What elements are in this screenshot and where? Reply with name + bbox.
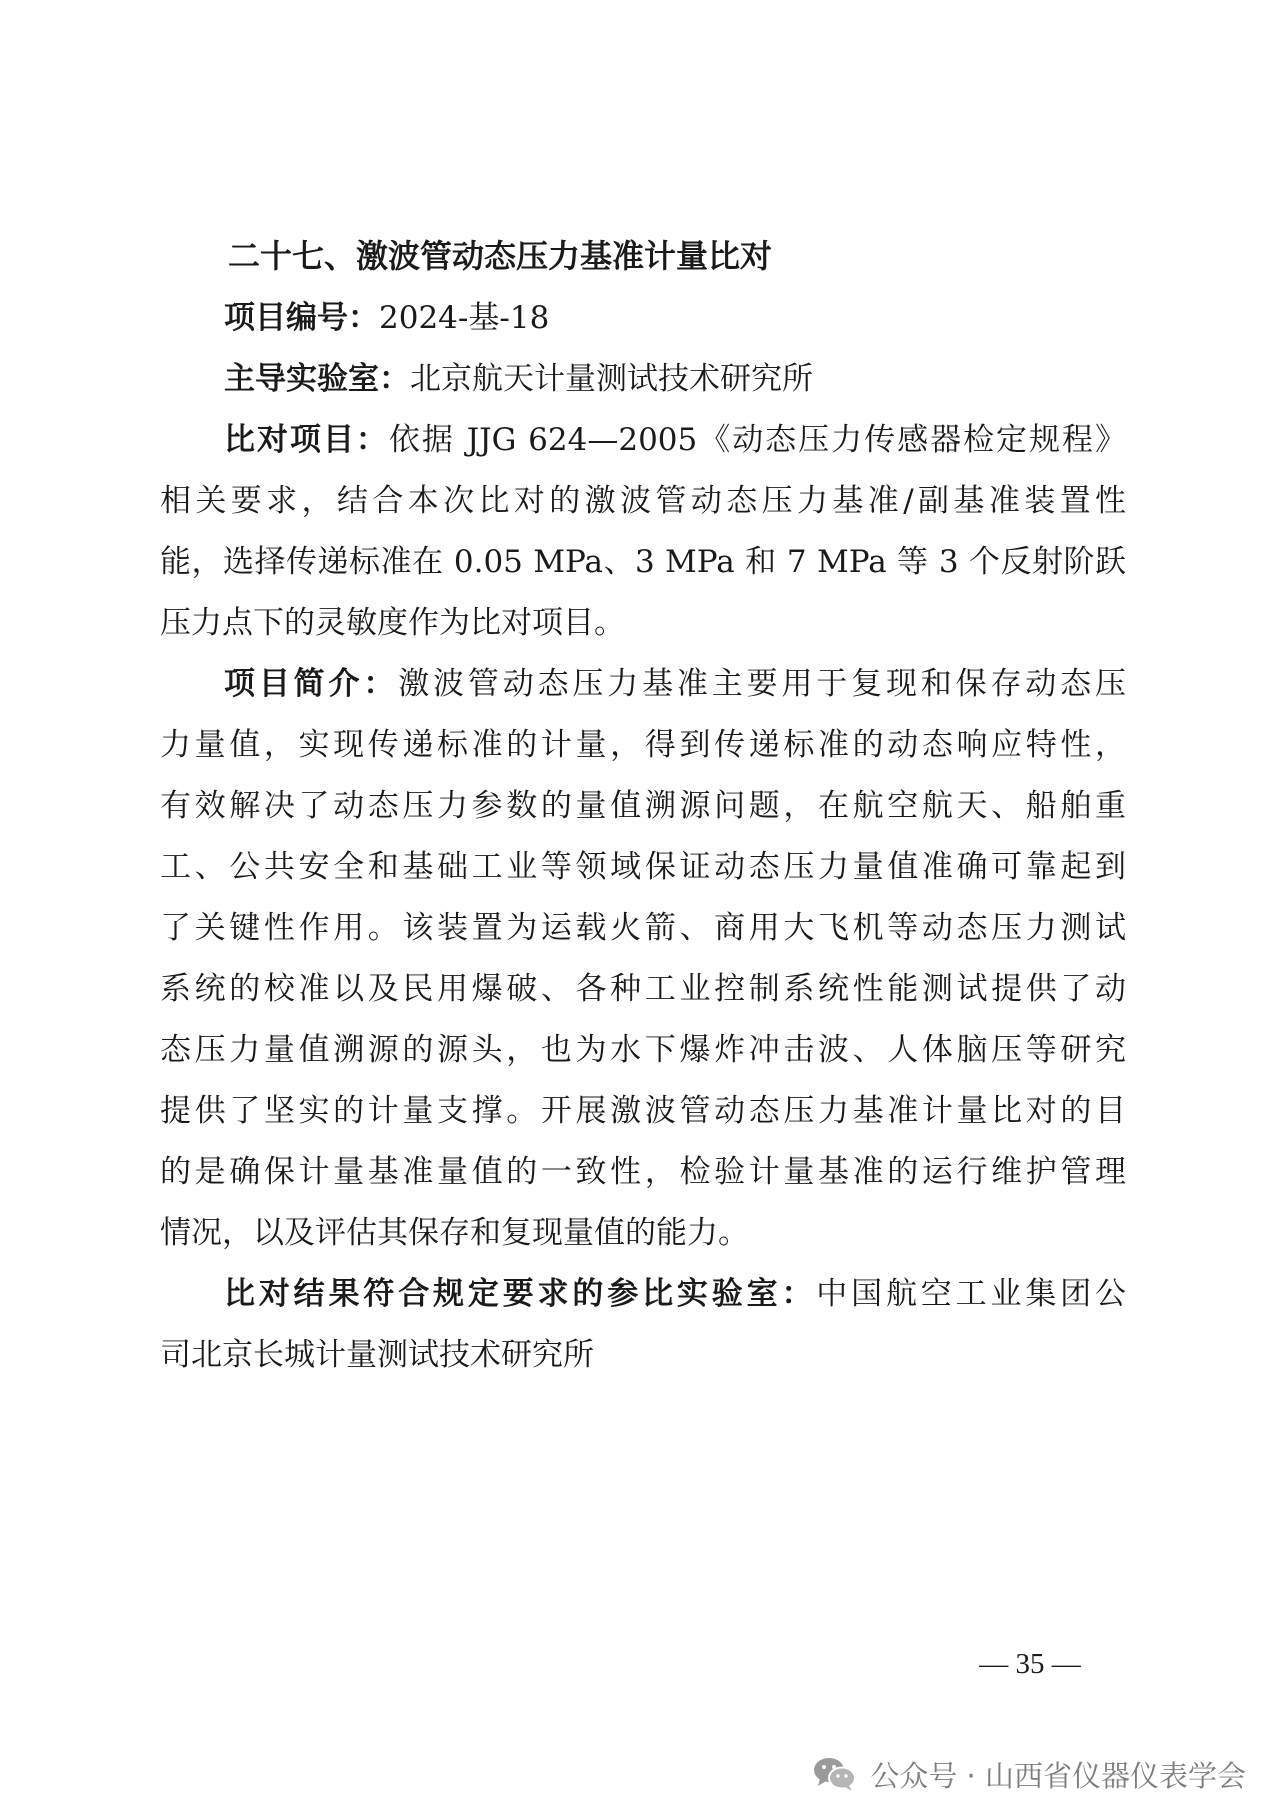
paragraph-text: 中国航空工业集团公	[816, 1276, 1127, 1312]
results-paragraph	[160, 1264, 1126, 1386]
paragraph-text: 激波管动态压力基准主要用于复现和保存动态压	[398, 666, 1127, 702]
paragraph-line: 司北京长城计量测试技术研究所	[160, 1337, 594, 1373]
document-body	[160, 226, 1126, 1386]
paragraph-line	[160, 654, 1126, 715]
comparison-item-paragraph	[160, 410, 1126, 654]
lead-lab-line	[160, 349, 1126, 410]
lead-lab-label: 主导实验室：	[224, 361, 410, 397]
paragraph-line: 提供了坚实的计量支撑。开展激波管动态压力基准计量比对的目	[160, 1093, 1126, 1129]
paragraph-line: 了关键性作用。该装置为运载火箭、商用大飞机等动态压力测试	[160, 910, 1126, 946]
paragraph-line: 能，选择传递标准在 0.05 MPa、3 MPa 和 7 MPa 等 3 个反射阶跃	[160, 544, 1126, 580]
introduction-label: 项目简介：	[224, 666, 399, 702]
paragraph-line	[160, 410, 1126, 471]
comparison-item-label: 比对项目：	[224, 422, 389, 458]
paragraph-line: 情况，以及评估其保存和复现量值的能力。	[160, 1215, 749, 1251]
wechat-icon	[812, 1755, 858, 1793]
paragraph-line	[160, 1264, 1126, 1325]
paragraph-line: 力量值，实现传递标准的计量，得到传递标准的动态响应特性，	[160, 727, 1126, 763]
project-number-line	[160, 288, 1126, 349]
paragraph-text: 依据 JJG 624—2005《动态压力传感器检定规程》	[388, 422, 1127, 458]
page-number: — 35 —	[979, 1648, 1081, 1680]
results-label: 比对结果符合规定要求的参比实验室：	[224, 1276, 817, 1312]
paragraph-line: 有效解决了动态压力参数的量值溯源问题，在航空航天、船舶重	[160, 788, 1126, 824]
section-heading: 二十七、激波管动态压力基准计量比对	[228, 237, 773, 275]
project-number-value: 2024-基-18	[379, 300, 550, 336]
lead-lab-value: 北京航天计量测试技术研究所	[410, 361, 813, 397]
paragraph-line: 系统的校准以及民用爆破、各种工业控制系统性能测试提供了动	[160, 971, 1126, 1007]
paragraph-line: 相关要求，结合本次比对的激波管动态压力基准/副基准装置性	[160, 483, 1126, 519]
project-number-label: 项目编号：	[224, 300, 379, 336]
paragraph-line: 压力点下的灵敏度作为比对项目。	[160, 605, 625, 641]
paragraph-line: 态压力量值溯源的源头，也为水下爆炸冲击波、人体脑压等研究	[160, 1032, 1126, 1068]
watermark	[812, 1752, 1246, 1796]
watermark-text: 公众号 · 山西省仪器仪表学会	[870, 1758, 1246, 1793]
introduction-paragraph	[160, 654, 1126, 1264]
paragraph-line: 的是确保计量基准量值的一致性，检验计量基准的运行维护管理	[160, 1154, 1126, 1190]
paragraph-line: 工、公共安全和基础工业等领域保证动态压力量值准确可靠起到	[160, 849, 1126, 885]
